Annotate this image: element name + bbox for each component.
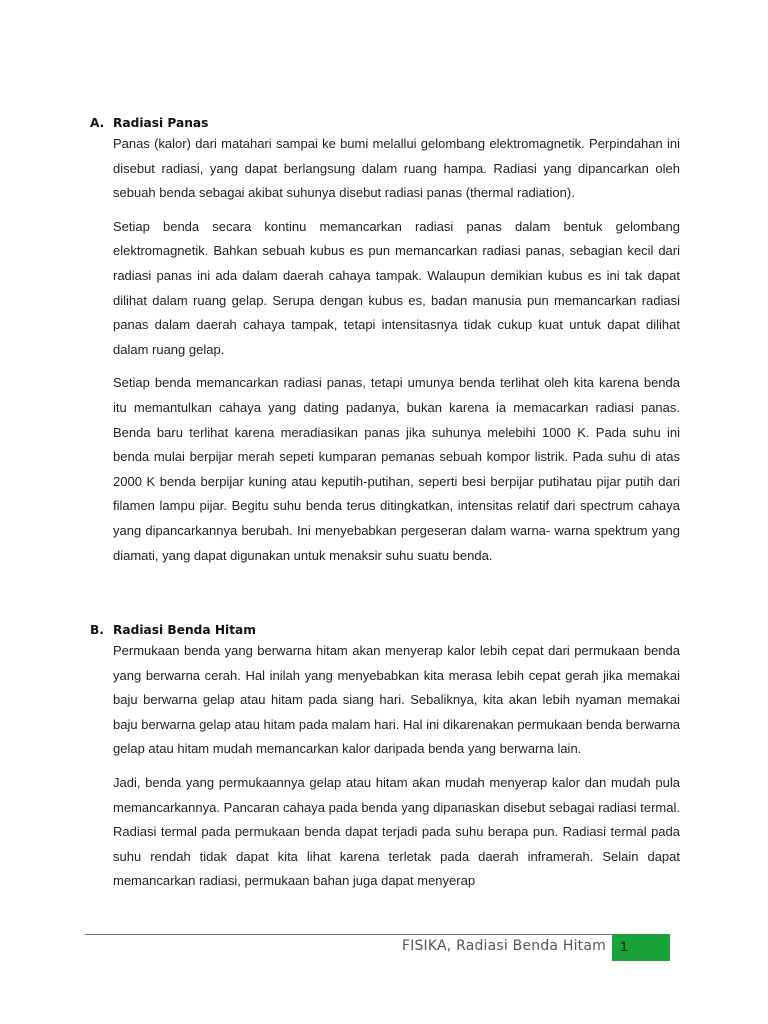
section-title: Radiasi Panas <box>113 116 209 130</box>
paragraph: Setiap benda secara kontinu memancarkan radiasi panas dalam bentuk gelombang elektromagnetik. Bahkan sebuah kubus es pun memancarkan radiasi panas, sebagian kecil dari radiasi panas ini ada dalam daerah cahaya tampak. Walaupun demikian kubus es ini tak dapat dilihat dalam ruang gelap. Serupa dengan kubus es, badan manusia pun memancarkan radiasi panas dalam daerah cahaya tampak, tetapi intensitasnya tidak cukup kuat untuk dapat dilihat dalam ruang gelap. <box>113 218 680 357</box>
section-title: Radiasi Benda Hitam <box>113 623 256 637</box>
footer-title: FISIKA, Radiasi Benda Hitam <box>401 938 606 954</box>
paragraph: Setiap benda memancarkan radiasi panas, tetapi umunya benda terlihat oleh kita karena benda itu memantulkan cahaya yang dating padanya, bukan karena ia memacarkan radiasi panas. Benda baru terlihat karena meradiasikan panas jika suhunya melebihi 1000 K. Pada suhu ini benda mulai berpijar merah sepeti kumparan pemanas sebuah kompor listrik. Pada suhu di atas 2000 K benda berpijar kuning atau keputih-putihan, seperti besi berpijar putihatau pijar putih dari filamen lampu pijar. Begitu suhu benda terus ditingkatkan, intensitas relatif dari spectrum cahaya yang dipancarkannya berubah. Ini menyebabkan pergeseran dalam warna- warna spektrum yang diamati, yang dapat digunakan untuk menaksir suhu suatu benda. <box>113 375 680 563</box>
section-radiasi-panas <box>90 116 680 568</box>
section-body <box>113 639 680 894</box>
footer-divider <box>85 934 670 935</box>
paragraph: Jadi, benda yang permukaannya gelap atau hitam akan mudah menyerap kalor dan mudah pula memancarkannya. Pancaran cahaya pada benda yang dipanaskan disebut sebagai radiasi termal. Radiasi termal pada permukaan benda dapat terjadi pada suhu berapa pun. Radiasi termal pada suhu rendah tidak dapat kita lihat karena terletak pada daerah inframerah. Selain dapat memancarkan radiasi, permukaan bahan juga dapat menyerap <box>113 774 680 889</box>
section-letter: A. <box>90 116 105 130</box>
page-number-badge: 1 <box>612 934 670 961</box>
section-radiasi-benda-hitam <box>90 623 680 894</box>
section-letter: B. <box>90 623 104 637</box>
section-body <box>113 132 680 568</box>
paragraph: Permukaan benda yang berwarna hitam akan menyerap kalor lebih cepat dari permukaan benda yang berwarna cerah. Hal inilah yang menyebabkan kita merasa lebih cepat gerah jika memakai baju berwarna gelap atau hitam pada siang hari. Sebaliknya, kita akan lebih nyaman memakai baju berwarna gelap atau hitam pada malam hari. Hal ini dikarenakan permukaan benda berwarna gelap atau hitam mudah memancarkan kalor daripada benda yang berwarna lain. <box>113 643 680 757</box>
section-heading <box>90 623 680 639</box>
paragraph: Panas (kalor) dari matahari sampai ke bumi melallui gelombang elektromagnetik. Perpindahan ini disebut radiasi, yang dapat berlangsung dalam ruang hampa. Radiasi yang dipancarkan oleh sebuah benda sebagai akibat suhunya disebut radiasi panas (thermal radiation). <box>113 136 680 201</box>
section-heading <box>90 116 680 132</box>
